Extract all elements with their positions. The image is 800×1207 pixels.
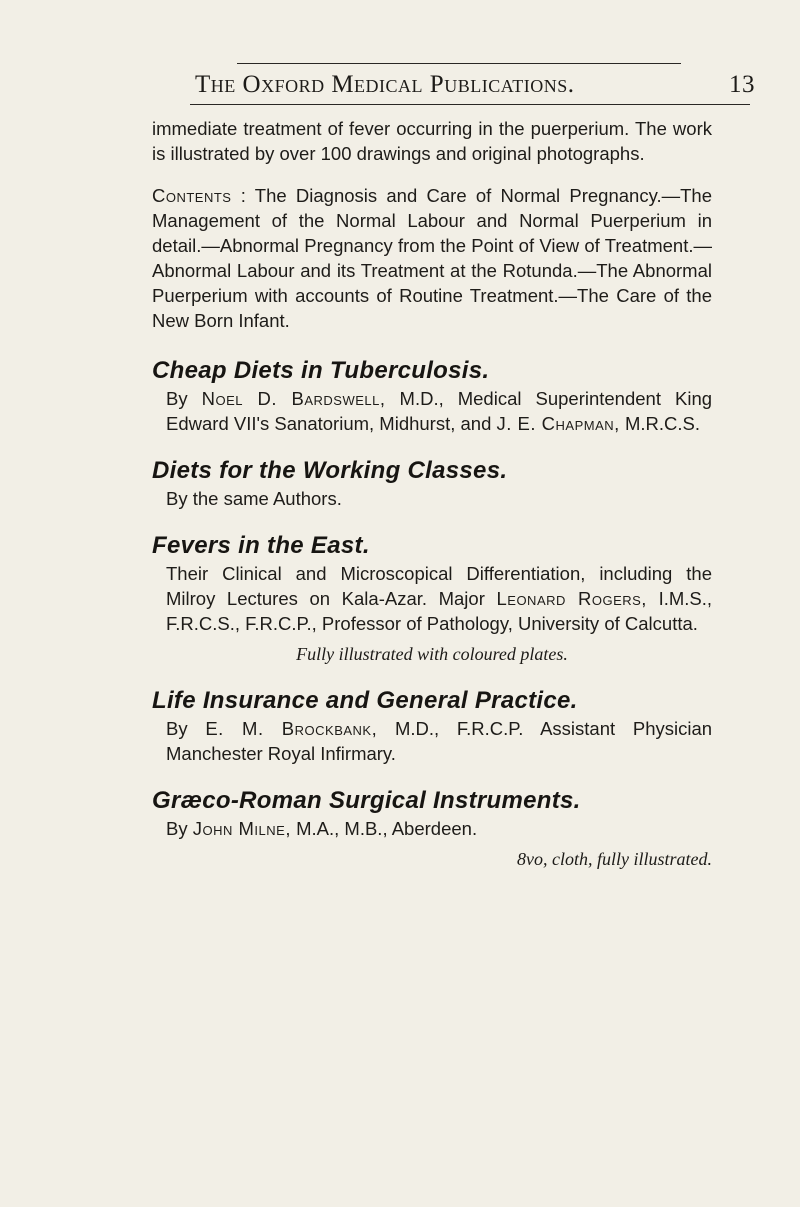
author-credentials: M.R.C.S. xyxy=(624,413,700,434)
page-number: 13 xyxy=(729,71,755,98)
entry-description: By the same Authors. xyxy=(166,488,342,509)
header-rule xyxy=(190,104,750,105)
contents-text: : The Diagnosis and Care of Normal Pregnancy.—The Management of the Normal Labour and Normal Puerperium in detail.—Abnormal Pregnancy from the Point of View of Treatment.—Abnormal Labour and its Treatment at the Rotunda.—The Abnormal Puerperium with accounts of Routine Treatment.—The Care of the New Born Infant. xyxy=(152,185,712,331)
author-name: Leonard Rogers, xyxy=(496,588,647,609)
entry-fevers-east xyxy=(152,531,712,666)
entry-title: Diets for the Working Classes. xyxy=(152,457,508,484)
author-name: J. E. Chapman, xyxy=(496,413,620,434)
author-name: Noel D. Bardswell, xyxy=(201,388,386,409)
by-label: By xyxy=(166,718,188,739)
entry-description xyxy=(152,716,712,766)
entry-title: Cheap Diets in Tuberculosis. xyxy=(152,357,490,384)
contents-label: Contents xyxy=(152,185,232,206)
entry-life-insurance xyxy=(152,686,712,766)
entry-graeco-roman xyxy=(152,786,712,871)
author-credentials: M.D., Medical Superintendent King Edward VII's Sanatorium, Midhurst, and xyxy=(166,388,713,434)
author-credentials: M.A., M.B., Aberdeen. xyxy=(296,818,478,839)
by-label: By xyxy=(166,388,188,409)
entry-description xyxy=(152,816,712,841)
author-credentials: I.M.S., F.R.C.S., F.R.C.P., Professor of Pathology, University of Calcutta. xyxy=(166,588,713,634)
entry-description xyxy=(152,386,712,436)
page-body xyxy=(152,116,712,871)
author-credentials: M.D., F.R.C.P. Assistant Physician Manchester Royal Infirmary. xyxy=(166,718,713,764)
author-name: E. M. Brockbank, xyxy=(205,718,378,739)
intro-paragraph: immediate treatment of fever occurring in the puerperium. The work is illustrated by over 100 drawings and original photographs. xyxy=(152,118,712,164)
running-head xyxy=(195,71,755,105)
entry-title: Græco-Roman Surgical Instruments. xyxy=(152,787,581,814)
entry-title: Life Insurance and General Practice. xyxy=(152,687,578,714)
entry-text: Their Clinical and Microscopical Differentiation, including the Milroy Lectures on Kala-Azar. Major xyxy=(166,563,712,609)
entry-title: Fevers in the East. xyxy=(152,532,370,559)
by-label: By xyxy=(166,818,188,839)
running-head-title: The Oxford Medical Publications. xyxy=(195,71,575,98)
entry-note: 8vo, cloth, fully illustrated. xyxy=(517,849,712,869)
entry-description xyxy=(152,561,712,636)
entry-note: Fully illustrated with coloured plates. xyxy=(296,644,568,664)
entry-cheap-diets xyxy=(152,356,712,436)
top-rule xyxy=(237,63,681,64)
author-name: John Milne, xyxy=(192,818,291,839)
entry-diets-working-classes xyxy=(152,456,712,511)
contents-paragraph xyxy=(152,183,712,333)
